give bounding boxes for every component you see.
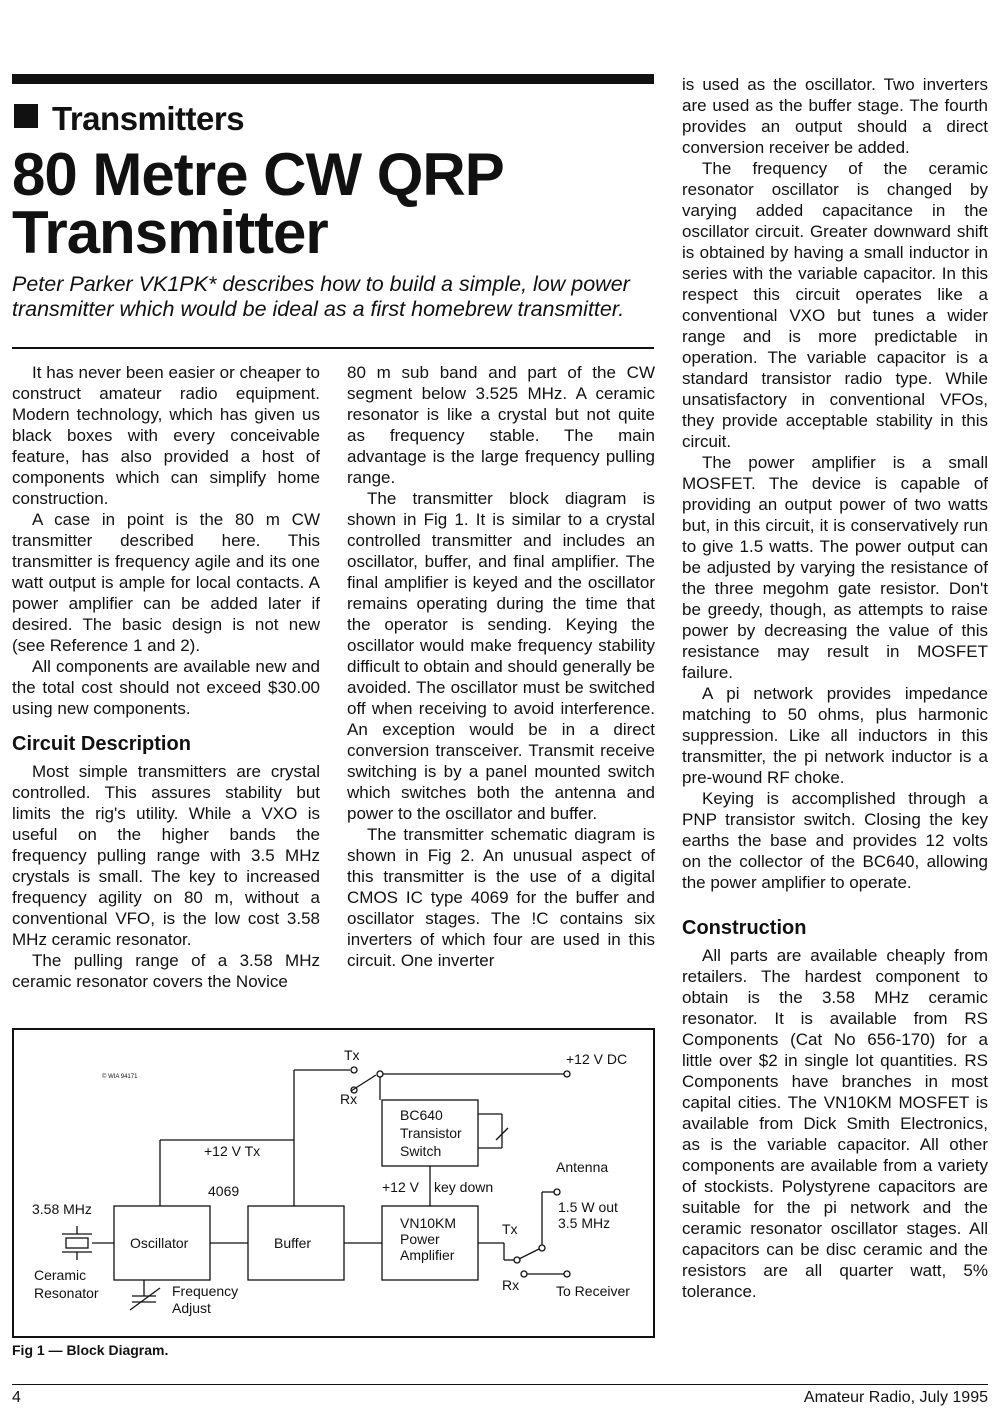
label-amplifier: Amplifier: [400, 1247, 455, 1263]
section-tag: [14, 100, 244, 138]
paragraph: A pi network provides impedance matching to 50 ohms, plus harmonic suppression. Like all inductors in this transmitter, the pi network inductor is a pre-wound RF choke.: [682, 684, 988, 787]
label-antenna: Antenna: [556, 1159, 609, 1175]
footer-rule: [12, 1384, 988, 1385]
paragraph: Keying is accomplished through a PNP transistor switch. Closing the key earths the base and provides 12 volts on the collector of the BC640, allowing the power amplifier to operate.: [682, 789, 988, 892]
label-freq358: 3.58 MHz: [32, 1201, 92, 1217]
copyright-mark: © WIA 94171: [102, 1074, 138, 1080]
label-key-down: key down: [434, 1179, 494, 1195]
standfirst-rule: [12, 347, 654, 349]
label-rx-top: Rx: [340, 1091, 358, 1107]
label-adjust: Adjust: [172, 1300, 211, 1316]
label-dc-in: +12 V DC: [566, 1051, 628, 1067]
label-buffer: Buffer: [274, 1235, 312, 1251]
title-line-1: 80 Metre CW QRP: [12, 141, 504, 208]
label-bc640-1: BC640: [400, 1107, 443, 1123]
label-tx-rail: +12 V Tx: [204, 1143, 261, 1159]
label-oscillator: Oscillator: [130, 1235, 189, 1251]
paragraph: The power amplifier is a small MOSFET. The device is capable of providing an output power of two watts but, in this circuit, it is conservatively run to give 1.5 watts. The power output can be adjusted by varying the resistance of the three megohm gate resistor. Don't be greedy, though, as attempts to raise power by decreasing the value of this resistance may result in MOSFET failure.: [682, 453, 988, 682]
paragraph: The pulling range of a 3.58 MHz ceramic resonator covers the Novice: [12, 951, 320, 991]
publication-line: Amateur Radio, July 1995: [803, 1389, 988, 1406]
label-power: Power: [400, 1231, 440, 1247]
column-1: [12, 362, 320, 992]
paragraph: The transmitter schematic diagram is shown in Fig 2. An unusual aspect of this transmitter is the use of a digital CMOS IC type 4069 for the buffer and oscillator stages. The !C contains six inverters of which four are used in this circuit. One inverter: [347, 825, 655, 970]
title-line-2: Transmitter: [12, 199, 328, 266]
paragraph: 80 m sub band and part of the CW segment below 3.525 MHz. A ceramic resonator is like a crystal but not quite as frequency stable. The main advantage is the large frequency pulling range.: [347, 363, 655, 487]
label-ceramic: Ceramic: [34, 1267, 87, 1283]
heading-circuit-description: Circuit Description: [12, 733, 191, 755]
label-out-power: 1.5 W out: [558, 1199, 618, 1215]
paragraph: The transmitter block diagram is shown in Fig 1. It is similar to a crystal controlled transmitter and includes an oscillator, buffer, and final amplifier. The final amplifier is keyed and the oscillator remains operating during the time that the operator is sending. Keying the oscillator would make frequency stability difficult to obtain and should generally be avoided. The oscillator must be switched off when receiving to avoid interference. An exception would be in a direct conversion transceiver. Transmit receive switching is by a panel mounted switch which switches both the antenna and power to the oscillator and buffer.: [347, 489, 655, 823]
section-square-icon: [14, 104, 38, 128]
label-resonator: Resonator: [34, 1285, 99, 1301]
label-tx-top: Tx: [344, 1047, 360, 1063]
label-to-receiver: To Receiver: [556, 1283, 630, 1299]
block-diagram-figure: [12, 1028, 655, 1338]
label-vn10km: VN10KM: [400, 1215, 457, 1231]
paragraph: A case in point is the 80 m CW transmitter described here. This transmitter is frequency agile and its one watt output is ample for local contacts. A power amplifier can be added later if desired. The basic design is not new (see Reference 1 and 2).: [12, 510, 320, 655]
paragraph: All parts are available cheaply from retailers. The hardest component to obtain is the 3.58 MHz ceramic resonator. It is available from RS Components (Cat No 656-170) for a little over $2 in single lot quantities. RS Components have branches in most capital cities. The VN10KM MOSFET is available from Dick Smith Electronics, as is the variable capacitor. All other components are available from a variety of stockists. Polystyrene capacitors are suitable for the pi network and the ceramic resonator oscillator stages. All capacitors can be disc ceramic and the resistors are all quarter watt, 5% tolerance.: [682, 946, 988, 1301]
label-rx-ant: Rx: [502, 1277, 520, 1293]
label-bc640-3: Switch: [400, 1143, 442, 1159]
heading-construction: Construction: [682, 917, 807, 939]
label-out-freq: 3.5 MHz: [558, 1215, 611, 1231]
block-diagram: [14, 1030, 653, 1336]
column-3: [682, 74, 988, 1302]
page-number: 4: [12, 1389, 21, 1406]
label-bc640-2: Transistor: [400, 1125, 462, 1141]
top-rule: [12, 74, 654, 84]
column-2: [347, 362, 655, 971]
label-ic: 4069: [208, 1183, 240, 1199]
label-plus12: +12 V: [382, 1179, 419, 1195]
paragraph: It has never been easier or cheaper to construct amateur radio equipment. Modern technology, which has given us black boxes with every conceivable feature, has also provided a host of components which can simplify home construction.: [12, 363, 320, 508]
standfirst: Peter Parker VK1PK* describes how to build a simple, low power transmitter which would be ideal as a first homebrew transmitter.: [12, 272, 630, 321]
label-tx-ant: Tx: [502, 1221, 518, 1237]
paragraph: The frequency of the ceramic resonator oscillator is changed by varying added capacitance in the oscillator circuit. Greater downward shift is obtained by having a small inductor in series with the variable capacitor. In this respect this circuit operates like a conventional VXO but tunes a wider range and is more predictable in operation. The variable capacitor is a standard transistor radio type. While unsatisfactory in conventional VFOs, they provide acceptable stability in this circuit.: [682, 159, 988, 451]
paragraph: is used as the oscillator. Two inverters are used as the buffer stage. The fourth provides an output should a direct conversion receiver be added.: [682, 75, 988, 157]
section-label: Transmitters: [52, 100, 245, 137]
figure-caption: Fig 1 — Block Diagram.: [12, 1342, 169, 1358]
paragraph: Most simple transmitters are crystal controlled. This assures stability but limits the rig's utility. While a VXO is useful on the higher bands the frequency pulling range with 3.5 MHz crystals is small. The key to increased frequency agility on 80 m, without a conventional VFO, is the low cost 3.58 MHz ceramic resonator.: [12, 762, 320, 949]
article-title: [12, 141, 652, 266]
label-frequency: Frequency: [172, 1283, 239, 1299]
paragraph: All components are available new and the total cost should not exceed $30.00 using new components.: [12, 657, 320, 718]
